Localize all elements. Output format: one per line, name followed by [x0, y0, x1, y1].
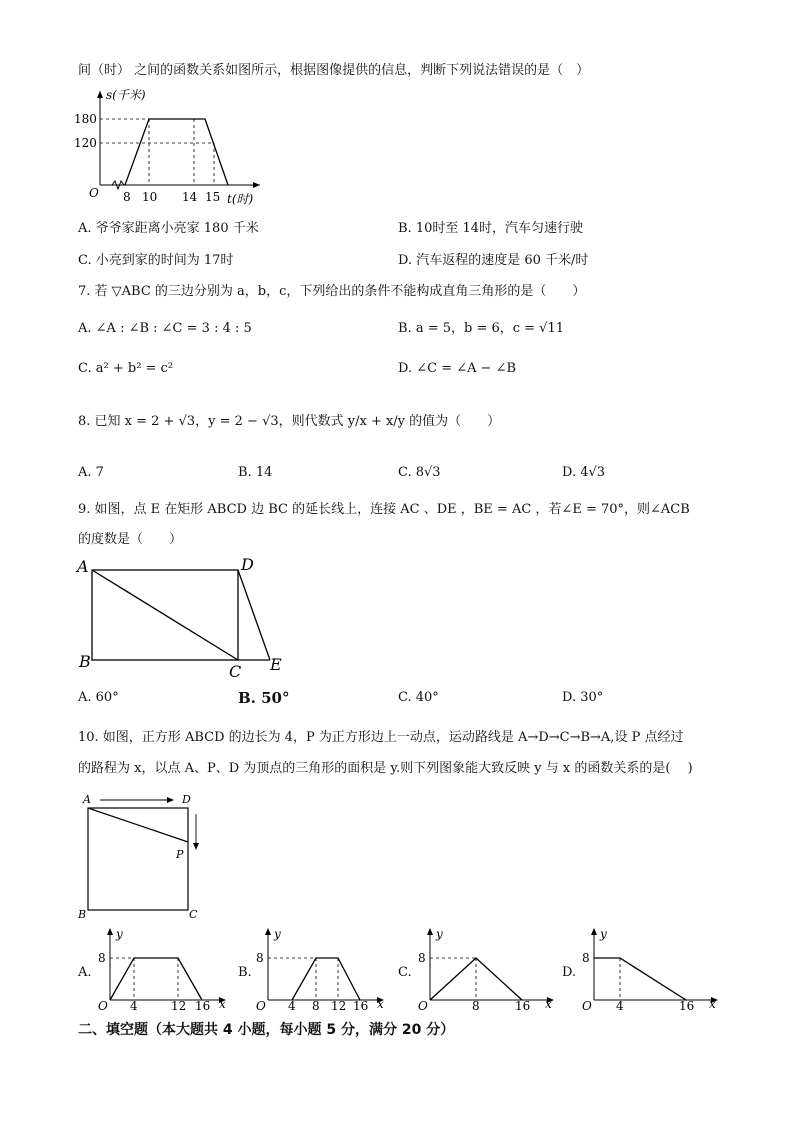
q9-label-e: E — [270, 655, 282, 674]
q9-option-b: B. 50° — [238, 689, 290, 707]
q7-option-d: D. ∠C = ∠A − ∠B — [398, 361, 517, 376]
q6-stem: 间（时） 之间的函数关系如图所示，根据图像提供的信息，判断下列说法错误的是（ ） — [78, 63, 590, 78]
section-heading: 二、填空题（本大题共 4 小题，每小题 5 分，满分 20 分） — [78, 1022, 455, 1038]
q10-graph-d-xtick-4: 4 — [616, 999, 624, 1011]
q10-stem-line1: 10. 如图，正方形 ABCD 的边长为 4，P 为正方形边上一动点，运动路线是 A→D→C→B→A,设 P 点经过 — [78, 730, 684, 745]
q8-option-c: C. 8√3 — [398, 465, 441, 480]
q10-graph-d-xlabel: x — [709, 997, 716, 1011]
q10-graph-a-ytick: 8 — [98, 951, 106, 965]
q8-option-d: D. 4√3 — [562, 465, 606, 480]
q10-graph-c-xtick-16: 16 — [515, 999, 531, 1011]
q6-option-c: C. 小亮到家的时间为 17时 — [78, 253, 234, 268]
q9-stem-line2: 的度数是（ ） — [78, 532, 183, 547]
q10-graph-b — [250, 926, 390, 1011]
q10-graph-c-option: C. — [398, 965, 412, 980]
q10-graph-b-ylabel: y — [274, 927, 281, 941]
q10-graph-d-option: D. — [562, 965, 577, 980]
q9-option-a: A. 60° — [78, 690, 119, 705]
q10-graph-d-origin: O — [582, 999, 592, 1011]
q10-label-a: A — [83, 793, 91, 806]
q10-graph-c-origin: O — [418, 999, 428, 1011]
q8-stem: 8. 已知 x = 2 + √3，y = 2 − √3，则代数式 y/x + x/y 的值为（ ） — [78, 414, 501, 429]
q10-graph-d-xtick-16: 16 — [679, 999, 695, 1011]
q9-label-c: C — [229, 662, 242, 681]
q10-graph-b-xtick-16: 16 — [353, 999, 369, 1011]
q9-label-a: A — [77, 557, 89, 576]
q10-graph-c-xtick-8: 8 — [472, 999, 480, 1011]
q10-graph-c-ytick: 8 — [418, 951, 426, 965]
q9-stem-line1: 9. 如图，点 E 在矩形 ABCD 边 BC 的延长线上，连接 AC 、DE ，BE = AC ，若∠E = 70°，则∠ACB — [78, 502, 690, 517]
q10-graph-d-ytick: 8 — [582, 951, 590, 965]
q10-graph-c-xlabel: x — [545, 997, 552, 1011]
q6-graph-ytick-120: 120 — [74, 136, 97, 150]
q10-graph-a-ylabel: y — [116, 927, 123, 941]
q6-graph-ylabel: s(千米) — [106, 88, 146, 102]
q9-label-b: B — [79, 652, 91, 671]
q10-label-d: D — [182, 793, 191, 806]
q10-graph-b-ytick: 8 — [256, 951, 264, 965]
q6-graph-xtick-10: 10 — [142, 190, 158, 204]
q10-graph-a — [92, 926, 232, 1011]
q10-graph-b-xtick-4: 4 — [288, 999, 296, 1011]
q7-option-c: C. a² + b² = c² — [78, 361, 174, 376]
q6-graph — [70, 85, 270, 215]
q6-graph-xtick-15: 15 — [205, 190, 221, 204]
q9-option-d: D. 30° — [562, 690, 604, 705]
q6-option-d: D. 汽车返程的速度是 60 千米/时 — [398, 253, 589, 268]
q10-graph-a-xlabel: x — [219, 997, 226, 1011]
q10-graph-a-xtick-16: 16 — [195, 999, 211, 1011]
q6-option-a: A. 爷爷家距离小亮家 180 千米 — [78, 221, 259, 236]
q10-label-b: B — [78, 908, 87, 920]
q10-graph-b-origin: O — [256, 999, 266, 1011]
q7-option-b: B. a = 5，b = 6，c = √11 — [398, 321, 565, 336]
q10-graph-d — [576, 926, 726, 1011]
q10-stem-line2: 的路程为 x，以点 A、P、D 为顶点的三角形的面积是 y.则下列图象能大致反映 y 与 x 的函数关系的是( ) — [78, 761, 693, 776]
q9-figure — [74, 552, 304, 682]
q10-graph-d-ylabel: y — [600, 927, 607, 941]
q10-graph-c — [412, 926, 562, 1011]
q10-graph-a-xtick-4: 4 — [130, 999, 138, 1011]
q6-graph-origin: O — [89, 186, 99, 200]
q10-graph-b-option: B. — [238, 965, 252, 980]
q8-option-b: B. 14 — [238, 465, 273, 480]
q9-option-c: C. 40° — [398, 690, 439, 705]
q7-stem: 7. 若 ▽ABC 的三边分别为 a，b，c，下列给出的条件不能构成直角三角形的是（ ） — [78, 284, 586, 299]
q10-graph-b-xtick-8: 8 — [312, 999, 320, 1011]
q6-graph-ytick-180: 180 — [74, 112, 97, 126]
q7-option-a: A. ∠A : ∠B : ∠C = 3 : 4 : 5 — [78, 321, 252, 336]
q10-label-p: P — [176, 848, 184, 861]
q10-graph-c-ylabel: y — [436, 927, 443, 941]
q6-graph-xtick-14: 14 — [182, 190, 198, 204]
q8-option-a: A. 7 — [78, 465, 104, 480]
q6-option-b: B. 10时至 14时，汽车匀速行驶 — [398, 221, 584, 236]
q10-graph-b-xlabel: x — [377, 997, 384, 1011]
q10-figure — [78, 790, 218, 920]
q10-graph-a-xtick-12: 12 — [171, 999, 187, 1011]
q9-label-d: D — [241, 555, 254, 574]
q10-graph-a-option: A. — [78, 965, 92, 980]
q6-graph-xtick-8: 8 — [123, 190, 131, 204]
q10-graph-b-xtick-12: 12 — [331, 999, 347, 1011]
q10-graph-a-origin: O — [98, 999, 108, 1011]
q10-label-c: C — [189, 908, 198, 920]
q6-graph-xlabel: t(时) — [227, 192, 254, 206]
